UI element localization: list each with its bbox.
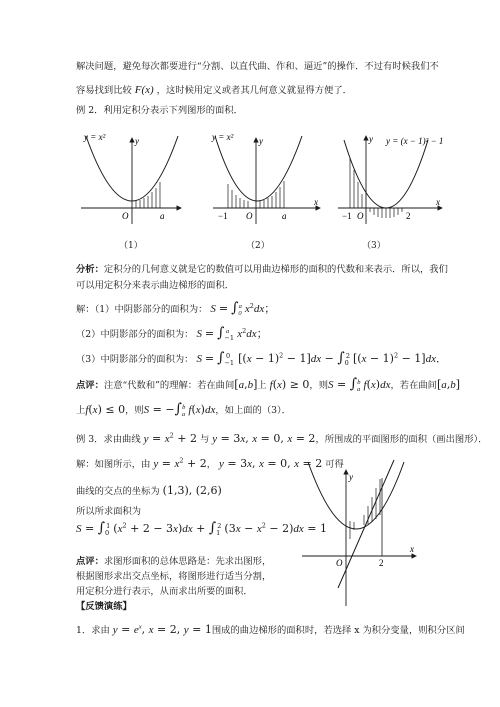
example3-points: (1,3), (2,6): [162, 484, 222, 497]
example3-area-intro: 所以所求面积为: [76, 506, 142, 517]
practice-q1a: 1．求由: [76, 625, 110, 636]
example3-intersect-line: [76, 484, 222, 498]
figure-3-hatch: [350, 158, 402, 218]
figure-1-y-label: y: [135, 136, 139, 146]
figure-1-hatch: [136, 182, 160, 208]
figure-2-x-label: x: [314, 197, 318, 207]
analysis-line-2: 可以用定积分来表示曲边梯形的面积．: [76, 280, 235, 291]
comment1-text-1: 注意“代数和”的理解：若在曲间: [103, 380, 235, 391]
figure-4-hatch: [350, 479, 380, 539]
example3-intersect: 曲线的交点的坐标为: [76, 486, 160, 497]
practice-q1b: 围成的曲边梯形的面积时，若选择 x 为积分变量，则积分区间: [211, 625, 465, 636]
comment1-label: 点评：: [76, 380, 104, 391]
example3-solution-line-1: 解：如图所示，由 $y = x^2 + 2$， y = 3x, x = 0, x = 2 可得: [76, 456, 344, 470]
figure-2-origin: O: [246, 211, 253, 221]
figure-4-y-label: y: [349, 472, 353, 482]
analysis-label: 分析：: [76, 264, 104, 275]
figure-3: [336, 126, 446, 226]
comment1-text-7: ，如上面的（3）．: [215, 405, 291, 416]
practice-q1: 1．求由 $y = e^x$, x = 2, y = 1围成的曲边梯形的面积时，若选择 x 为积分变量，则积分区间: [76, 623, 465, 636]
figure-1-a: a: [160, 211, 165, 221]
example2-title: 例 2．利用定积分表示下列图形的面积．: [76, 105, 243, 116]
comment1-line-2: 上f(x) ≤ 0，则$S = -\int_a^b$ f(x)dx，如上面的（3）．: [76, 401, 291, 418]
solution-item-3: （3）中阴影部分的面积为：: [76, 354, 194, 365]
intro-fx: F(x): [134, 84, 154, 96]
practice-title: 【反馈演练】: [76, 601, 132, 612]
comment2-label: 点评：: [76, 556, 104, 567]
intro-line-2: [76, 84, 352, 97]
comment1-text-4: ，若在曲间: [390, 380, 437, 391]
intro-line-1: 解决问题，避免每次都要进行“分割、以直代曲、作和、逼近”的操作．不过有时候我们不: [76, 61, 439, 72]
figure-4-tick-2: 2: [379, 558, 384, 568]
figure-3-x-label: x: [436, 197, 440, 207]
intro-line-2b: ，这时候用定义或者其几何意义就显得方便了．: [156, 85, 352, 96]
example3-sol-b: ，: [206, 459, 217, 470]
figure-2: [210, 126, 325, 226]
figure-4-origin: O: [336, 558, 343, 568]
example3-sol-c: 可得: [325, 459, 344, 470]
figure-4-x-label: x: [410, 544, 414, 554]
solution-line-3: （3）中阴影部分的面积为： $S = \int_{-1}^0$ $[(x - 1)^2 - 1]dx - \int_0^2$ $[(x - 1)^2 - 1]dx$．: [76, 350, 447, 367]
solution-line-1: 解：（1）中阴影部分的面积为： $S = \int_0^a$ $x^2dx$；: [76, 300, 276, 317]
example3-title-c: ，所围成的平面图形的面积（画出图形）．: [315, 434, 488, 445]
figure-2-minus-one: −1: [218, 211, 228, 221]
figure-1-eq: y = x²: [84, 132, 106, 142]
comment2-line-3: 用定积分进行表示，从而求出所要的面积．: [76, 586, 253, 597]
figure-1: [76, 126, 186, 226]
comment1-text-6: ，则: [125, 405, 144, 416]
figure-3-two: 2: [406, 211, 411, 221]
example3-area-formula: $S = \int_0^1$ $(x^2 + 2 - 3x)dx + \int_1^2$ $(3x - x^2 - 2)dx = 1$: [76, 520, 327, 537]
intro-line-2a: 容易找到比较: [76, 85, 132, 96]
solution-label: 解：: [76, 304, 95, 315]
figure-3-minus-one: −1: [342, 211, 352, 221]
comment1-text-2: 上: [257, 380, 267, 391]
figure-2-eq: y = x²: [212, 132, 234, 142]
comment2-line-1: [76, 555, 271, 568]
solution-item-2: （2）中阴影部分的面积为：: [76, 329, 194, 340]
figure-3-caption: （3）: [362, 241, 386, 251]
solution-line-2: （2）中阴影部分的面积为： $S = \int_{-1}^a$ $x^2dx$；: [76, 325, 268, 342]
comment1-text-5: 上: [76, 405, 86, 416]
example3-title-b: 与: [199, 434, 210, 445]
figure-1-origin: O: [122, 211, 129, 221]
figure-4: [298, 456, 423, 616]
figure-3-eq: y = (x − 1)² − 1: [386, 136, 444, 146]
figure-2-caption: （2）: [246, 241, 270, 251]
comment2-line-2: 根据图形求出交点坐标，将图形进行适当分割，: [76, 571, 272, 582]
comment1-line-1: 点评：注意“代数和”的理解：若在曲间[a,b]上 f(x) ≥ 0，则$S = \int_a^b$ f(x)dx，若在曲间[a,b]: [76, 376, 461, 393]
comment2-text-1: 求图形面积的总体思路是：先求出图形，: [103, 556, 272, 567]
example3-title: 例 3．求由曲线 $y = x^2 + 2$ 与 y = 3x, x = 0, x = 2，所围成的平面图形的面积（画出图形）．: [76, 431, 488, 445]
example3-title-a: 例 3．求由曲线: [76, 434, 141, 445]
figure-3-origin: O: [357, 211, 364, 221]
analysis-text-1: 定积分的几何意义就是它的数值可以用曲边梯形的面积的代数和来表示．所以，我们: [103, 264, 448, 275]
solution-item-1: （1）中阴影部分的面积为：: [94, 304, 208, 315]
example3-sol-a: 解：如图所示，由: [76, 459, 151, 470]
figure-1-caption: （1）: [119, 241, 143, 251]
figure-2-a: a: [282, 211, 287, 221]
analysis-line-1: [76, 263, 448, 276]
figure-2-y-label: y: [259, 136, 263, 146]
comment1-text-3: ，则: [309, 380, 329, 391]
figure-3-y-label: y: [369, 134, 373, 144]
